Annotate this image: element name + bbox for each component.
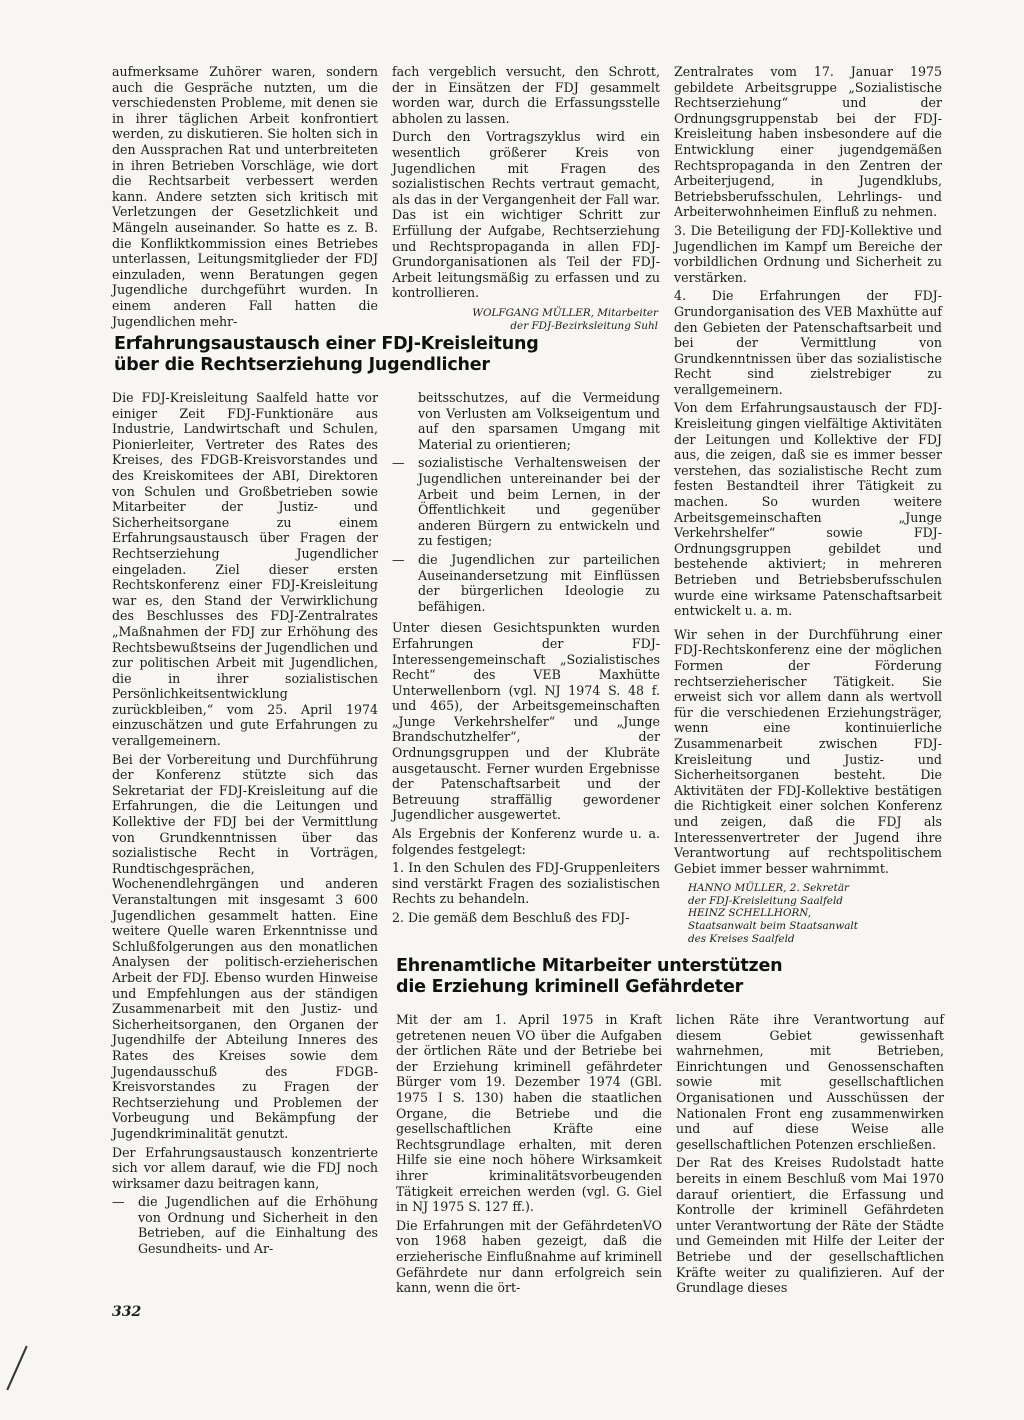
numbered-item: 1. In den Schulen des FDJ-Gruppenleiters sind verstärkt Fragen des sozialistischen Rechts zu behandeln. <box>392 860 660 907</box>
paragraph: Durch den Vortragszyklus wird ein wesentlich größerer Kreis von Jugendlichen mit Fragen des sozialistischen Rechts vertraut gemacht, als das in der Vergangenheit der Fall war. Das ist ein wichtiger Schritt zur Erfüllung der Aufgabe, Rechtserziehung und Rechtspropaganda in allen FDJ-Grundorganisationen als Teil der FDJ-Arbeit leitungsmäßig zu erfassen und zu kontrollieren. <box>392 129 660 301</box>
dash-list-item-cont: beitsschutzes, auf die Vermeidung von Verlusten am Volkseigentum und auf den sparsamen Umgang mit Material zu orientieren; <box>418 390 660 452</box>
article-1-title <box>114 334 634 376</box>
article-1-title-line: über die Rechtserziehung Jugendlicher <box>114 355 490 375</box>
article-1-col2 <box>392 390 660 929</box>
paragraph: Der Erfahrungsaustausch konzentrierte sich vor allem darauf, wie die FDJ noch wirksamer dazu beitragen kann, <box>112 1144 378 1191</box>
paragraph: lichen Räte ihre Verantwortung auf diesem Gebiet gewissenhaft wahrnehmen, mit Betrieben, Einrichtungen und Genossenschaften sowie mit gesellschaftlichen Organisationen und Ausschüssen der Nationalen Front eng zusammenwirken und auf diese Weise alle gesellschaftlichen Potenzen erschließen. <box>676 1012 944 1152</box>
article-2-title-line: die Erziehung kriminell Gefährdeter <box>396 977 744 997</box>
signature-affiliation: der FDJ-Bezirksleitung Suhl <box>510 319 658 332</box>
article-1-title-line: Erfahrungsaustausch einer FDJ-Kreisleitung <box>114 334 539 354</box>
signature-affiliation: Staatsanwalt beim Staatsanwalt <box>688 920 858 933</box>
paragraph: Bei der Vorbereitung und Durchführung der Konferenz stützte sich das Sekretariat der FDJ-Kreisleitung auf die Erfahrungen, die die Leitungen und Kollektive der FDJ bei der Vermittlung von Grundkenntnissen über das sozialistische Recht in Vorträgen, Rundtischgesprächen, Wochenendlehrgängen und anderen Veranstaltungen mit insgesamt 3 600 Jugendlichen gesammelt hatten. Eine weitere Quelle waren Erkenntnisse und Schlußfolgerungen aus den monatlichen Analysen der politisch-erzieherischen Arbeit der FDJ. Ebenso wurden Hinweise und Empfehlungen aus der ständigen Zusammenarbeit mit den Justiz- und Sicherheitsorganen, den Organen der Jugendhilfe der Abteilung Inneres des Rates des Kreises sowie dem Jugendausschuß des FDGB-Kreisvorstandes zu Fragen der Rechtserziehung und Problemen der Vorbeugung und Bekämpfung der Jugendkriminalität genutzt. <box>112 751 378 1141</box>
top-article-col2 <box>392 64 660 338</box>
page-number: 332 <box>112 1304 142 1320</box>
paragraph: Die FDJ-Kreisleitung Saalfeld hatte vor einiger Zeit FDJ-Funktionäre aus Industrie, Landwirtschaft und Schulen, Pionierleiter, Vertreter des Rates des Kreises, des FDGB-Kreisvorstandes und des Kreiskomitees der ABI, Direktoren von Schulen und Großbetrieben sowie Mitarbeiter der Justiz- und Sicherheitsorgane zu einem Erfahrungsaustausch über Fragen der Rechtserziehung Jugendlicher eingeladen. Ziel dieser ersten Rechtskonferenz einer FDJ-Kreisleitung war es, den Stand der Verwirklichung des Beschlusses des FDJ-Zentralrates „Maßnahmen der FDJ zur Erhöhung des Rechtsbewußtseins der Jugendlichen und zur politischen Arbeit mit Jugendlichen, die in ihrer sozialistischen Persönlichkeitsentwicklung zurückbleiben,“ vom 25. April 1974 einzuschätzen und gute Erfahrungen zu verallgemeinern. <box>112 390 378 749</box>
paragraph: Mit der am 1. April 1975 in Kraft getretenen neuen VO über die Aufgaben der örtlichen Räte und der Betriebe bei der Erziehung kriminell gefährdeter Bürger vom 19. Dezember 1974 (GBl. 1975 I S. 130) haben die staatlichen Organe, die Betriebe und die gesellschaftlichen Kräfte eine Rechtsgrundlage erhalten, mit deren Hilfe sie eine noch höhere Wirksamkeit ihrer kriminalitätsvorbeugenden Tätigkeit erreichen werden (vgl. G. Giel in NJ 1975 S. 127 ff.). <box>396 1012 662 1215</box>
signature-name: HANNO MÜLLER, 2. Sekretär <box>688 882 850 895</box>
paragraph: Die Erfahrungen mit der GefährdetenVO von 1968 haben gezeigt, daß die erzieherische Einflußnahme auf kriminell Gefährdete nur dann erfolgreich sein kann, wenn die ört- <box>396 1217 662 1296</box>
dash-list-item: — die Jugendlichen zur parteilichen Auseinandersetzung mit Einflüssen der bürgerlichen Ideologie zu befähigen. <box>392 552 660 614</box>
dash-list-item: — die Jugendlichen auf die Erhöhung von Ordnung und Sicherheit in den Betrieben, auf die Einhaltung des Gesundheits- und Ar- <box>112 1194 378 1256</box>
numbered-item: 4. Die Erfahrungen der FDJ-Grundorganisation des VEB Maxhütte auf den Gebieten der Patenschaftsarbeit und bei der Vermittlung von Grundkenntnissen über das sozialistische Recht sind zielstrebiger zu verallgemeinern. <box>674 288 942 397</box>
paragraph: fach vergeblich versucht, den Schrott, der in Einsätzen der FDJ gesammelt worden war, durch die Erfassungsstelle abholen zu lassen. <box>392 64 660 126</box>
paragraph: Der Rat des Kreises Rudolstadt hatte bereits in einem Beschluß vom Mai 1970 darauf orientiert, die Erfassung und Kontrolle der kriminell Gefährdeten unter Verantwortung der Räte der Städte und Gemeinden mit Hilfe der Leiter der Betriebe und der gesellschaftlichen Kräfte weiter zu qualifizieren. Auf der Grundlage dieses <box>676 1155 944 1296</box>
paragraph: Wir sehen in der Durchführung einer FDJ-Rechtskonferenz eine der möglichen Formen der Förderung rechtserzieherischer Tätigkeit. Sie erweist sich vor allem dann als wertvoll für die verschiedenen Erziehungsträger, wenn eine kontinuierliche Zusammenarbeit zwischen FDJ-Kreisleitung und Justiz- und Sicherheitsorganen besteht. Die Aktivitäten der FDJ-Kollektive bestätigen die Richtigkeit einer solchen Konferenz und zeigen, daß die FDJ als Interessenvertreter der Jugend ihre Verantwortung auf rechtspolitischem Gebiet immer besser wahrnimmt. <box>674 626 942 876</box>
numbered-item: 3. Die Beteiligung der FDJ-Kollektive und Jugendlichen im Kampf um Bereiche der vorbildlichen Ordnung und Sicherheit zu verstärken. <box>674 222 942 285</box>
signature <box>392 307 658 332</box>
article-1-col3 <box>674 64 942 951</box>
top-article-col1 <box>112 64 378 332</box>
numbered-item-cont: Zentralrates vom 17. Januar 1975 gebildete Arbeitsgruppe „Sozialistische Rechtserziehung“ und der Ordnungsgruppenstab bei der FDJ-Kreisleitung haben insbesondere auf die Entwicklung einer jugendgemäßen Rechtspropaganda in den Zentren der Arbeiterjugend, in Jugendklubs, Betriebsberufsschulen, Lehrlings- und Arbeiterwohnheimen Einfluß zu nehmen. <box>674 64 942 220</box>
numbered-item: 2. Die gemäß dem Beschluß des FDJ- <box>392 910 630 925</box>
article-2-col2 <box>676 1012 944 1299</box>
signature-name: WOLFGANG MÜLLER, Mitarbeiter <box>472 306 658 319</box>
article-2-title-line: Ehrenamtliche Mitarbeiter unterstützen <box>396 956 783 976</box>
article-2-title <box>396 956 936 998</box>
paragraph: aufmerksame Zuhörer waren, sondern auch die Gespräche nutzten, um die verschiedensten Probleme, mit denen sie in ihrer täglichen Arbeit konfrontiert werden, zu diskutieren. Sie holten sich in den Aussprachen Rat und unterbreiteten in ihren Betrieben Vorschläge, wie dort die Rechtsarbeit verbessert werden kann. Andere setzten sich kritisch mit Verletzungen der Gesetzlichkeit und Mängeln auseinander. So hatte es z. B. die Konfliktkommission eines Betriebes unterlassen, Leitungsmitglieder der FDJ einzuladen, wenn Beratungen gegen Jugendliche durchgeführt wurden. In einem anderen Fall hatten die Jugendlichen mehr- <box>112 64 378 329</box>
paragraph: Als Ergebnis der Konferenz wurde u. a. folgendes festgelegt: <box>392 826 660 857</box>
article-1-col1 <box>112 390 378 1260</box>
paragraph: Von dem Erfahrungsaustausch der FDJ-Kreisleitung gingen vielfältige Aktivitäten der Leitungen und Kollektive der FDJ aus, die zeigen, daß sie es immer besser verstehen, das sozialistische Recht zum festen Bestandteil ihrer Tätigkeit zu machen. So wurden weitere Arbeitsgemeinschaften „Junge Verkehrshelfer“ sowie FDJ-Ordnungsgruppen gebildet und bestehende aktiviert; in mehreren Betrieben und Betriebsberufsschulen wurde eine wirksame Patenschaftsarbeit entwickelt u. a. m. <box>674 400 942 619</box>
signature-affiliation: der FDJ-Kreisleitung Saalfeld <box>688 894 843 907</box>
signature-name: HEINZ SCHELLHORN, <box>688 907 812 920</box>
signature-affiliation: des Kreises Saalfeld <box>688 932 795 945</box>
pencil-mark <box>6 1346 27 1391</box>
article-2-col1 <box>396 1012 662 1299</box>
signature <box>688 882 940 945</box>
dash-list-item: — sozialistische Verhaltensweisen der Jugendlichen untereinander bei der Arbeit und beim Lernen, in der Öffentlichkeit und gegenüber anderen Bürgern zu entwickeln und zu festigen; <box>392 455 660 549</box>
paragraph: Unter diesen Gesichtspunkten wurden Erfahrungen der FDJ-Interessengemeinschaft „Sozialistisches Recht“ des VEB Maxhütte Unterwellenborn (vgl. NJ 1974 S. 48 f. und 465), der Arbeitsgemeinschaften „Junge Verkehrshelfer“ und „Junge Brandschutzhelfer“, der Ordnungsgruppen und der Klubräte ausgetauscht. Ferner wurden Ergebnisse der Patenschaftsarbeit und der Betreuung straffällig gewordener Jugendlicher ausgewertet. <box>392 620 660 823</box>
